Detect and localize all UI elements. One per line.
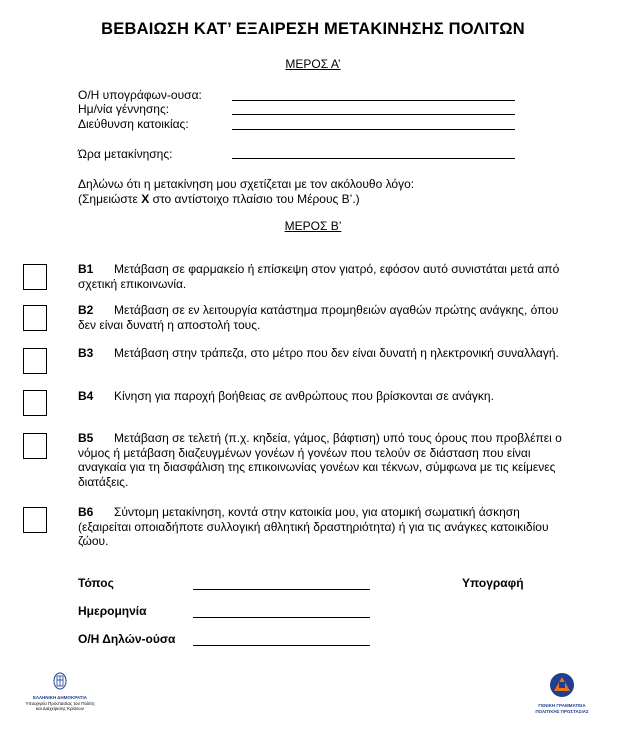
date-line[interactable] xyxy=(193,617,370,618)
field-label-time: Ώρα μετακίνησης: xyxy=(78,147,173,161)
option-code: Β3 xyxy=(78,346,94,360)
declaration-text xyxy=(78,177,414,207)
place-line[interactable] xyxy=(193,589,370,590)
option-b3 xyxy=(78,346,563,361)
civil-protection-emblem-icon xyxy=(532,672,592,698)
declaration-note-start: (Σημειώστε xyxy=(78,192,142,206)
option-code: Β5 xyxy=(78,431,94,445)
option-b5 xyxy=(78,431,563,489)
field-line-address[interactable] xyxy=(232,129,515,130)
option-code: Β1 xyxy=(78,262,94,276)
field-line-time[interactable] xyxy=(232,158,515,159)
declarant-label: Ο/Η Δηλών-ούσα xyxy=(78,632,176,646)
logo-left-line-3: και Διαχείρισης Κρίσεων xyxy=(35,706,85,711)
option-text: Μετάβαση σε εν λειτουργία κατάστημα προμηθειών αγαθών πρώτης ανάγκης, όπου δεν είναι δυνατή η αποστολή τους. xyxy=(78,303,559,332)
declarant-line[interactable] xyxy=(193,645,370,646)
logo-left-line-1: ΕΛΛΗΝΙΚΗ ΔΗΜΟΚΡΑΤΙΑ xyxy=(32,695,88,700)
logo-left-line-2: Υπουργείο Προστασίας του Πολίτη xyxy=(25,700,95,706)
signature-label: Υπογραφή xyxy=(462,576,524,590)
checkbox-b1[interactable] xyxy=(23,264,47,290)
option-code: Β2 xyxy=(78,303,94,317)
option-b1 xyxy=(78,262,563,291)
logo-right-line-1: ΓΕΝΙΚΗ ΓΡΑΜΜΑΤΕΙΑ xyxy=(538,703,586,708)
option-code: Β6 xyxy=(78,505,94,519)
hellenic-republic-logo xyxy=(22,672,98,712)
option-b6 xyxy=(78,505,563,549)
option-text: Μετάβαση σε τελετή (π.χ. κηδεία, γάμος, βάφτιση) υπό τους όρους που προβλέπει ο νόμος ή μετάβαση διαζευγμένων γονέων ή γονέων που τελούν σε διάσταση που είναι αναγκαία για τη διασφάλιση της επικοινωνίας γονέων και τέκνων, σύμφωνα με τις κείμενες διατάξεις. xyxy=(78,431,562,489)
field-label-birthdate: Ημ/νία γέννησης: xyxy=(78,102,170,116)
option-text: Μετάβαση στην τράπεζα, στο μέτρο που δεν είναι δυνατή η ηλεκτρονική συναλλαγή. xyxy=(114,346,559,360)
declaration-line-2 xyxy=(78,192,414,207)
checkbox-b3[interactable] xyxy=(23,348,47,374)
checkbox-b6[interactable] xyxy=(23,507,47,533)
field-line-birthdate[interactable] xyxy=(232,114,515,115)
checkbox-b4[interactable] xyxy=(23,390,47,416)
civil-protection-logo xyxy=(532,672,592,714)
option-b2 xyxy=(78,303,563,332)
logo-right-line-2: ΠΟΛΙΤΙΚΗΣ ΠΡΟΣΤΑΣΙΑΣ xyxy=(535,708,589,714)
field-label-signer: Ο/Η υπογράφων-ουσα: xyxy=(78,88,202,102)
greek-emblem-icon xyxy=(22,672,98,690)
declaration-mark: Χ xyxy=(141,192,150,206)
field-label-address: Διεύθυνση κατοικίας: xyxy=(78,117,189,131)
option-text: Σύντομη μετακίνηση, κοντά στην κατοικία μου, για ατομική σωματική άσκηση (εξαιρείται οποιαδήποτε συλλογική αθλητική δραστηριότητα) ή για τις ανάγκες κατοικιδίου ζώου. xyxy=(78,505,549,548)
checkbox-b5[interactable] xyxy=(23,433,47,459)
option-code: Β4 xyxy=(78,389,94,403)
option-text: Μετάβαση σε φαρμακείο ή επίσκεψη στον γιατρό, εφόσον αυτό συνιστάται μετά από σχετική επικοινωνία. xyxy=(78,262,560,291)
declaration-line-1: Δηλώνω ότι η μετακίνηση μου σχετίζεται με τον ακόλουθο λόγο: xyxy=(78,177,415,191)
option-b4 xyxy=(78,389,563,404)
part-a-heading: ΜΕΡΟΣ Α’ xyxy=(285,57,341,71)
date-label: Ημερομηνία xyxy=(78,604,147,618)
document-title: ΒΕΒΑΙΩΣΗ ΚΑΤ’ ΕΞΑΙΡΕΣΗ ΜΕΤΑΚΙΝΗΣΗΣ ΠΟΛΙΤΩΝ xyxy=(101,20,525,38)
place-label: Τόπος xyxy=(78,576,114,590)
part-b-heading: ΜΕΡΟΣ Β’ xyxy=(284,219,342,233)
option-text: Κίνηση για παροχή βοήθειας σε ανθρώπους που βρίσκονται σε ανάγκη. xyxy=(114,389,494,403)
checkbox-b2[interactable] xyxy=(23,305,47,331)
declaration-note-end: στο αντίστοιχο πλαίσιο του Μέρους Β’.) xyxy=(149,192,360,206)
field-line-signer[interactable] xyxy=(232,100,515,101)
